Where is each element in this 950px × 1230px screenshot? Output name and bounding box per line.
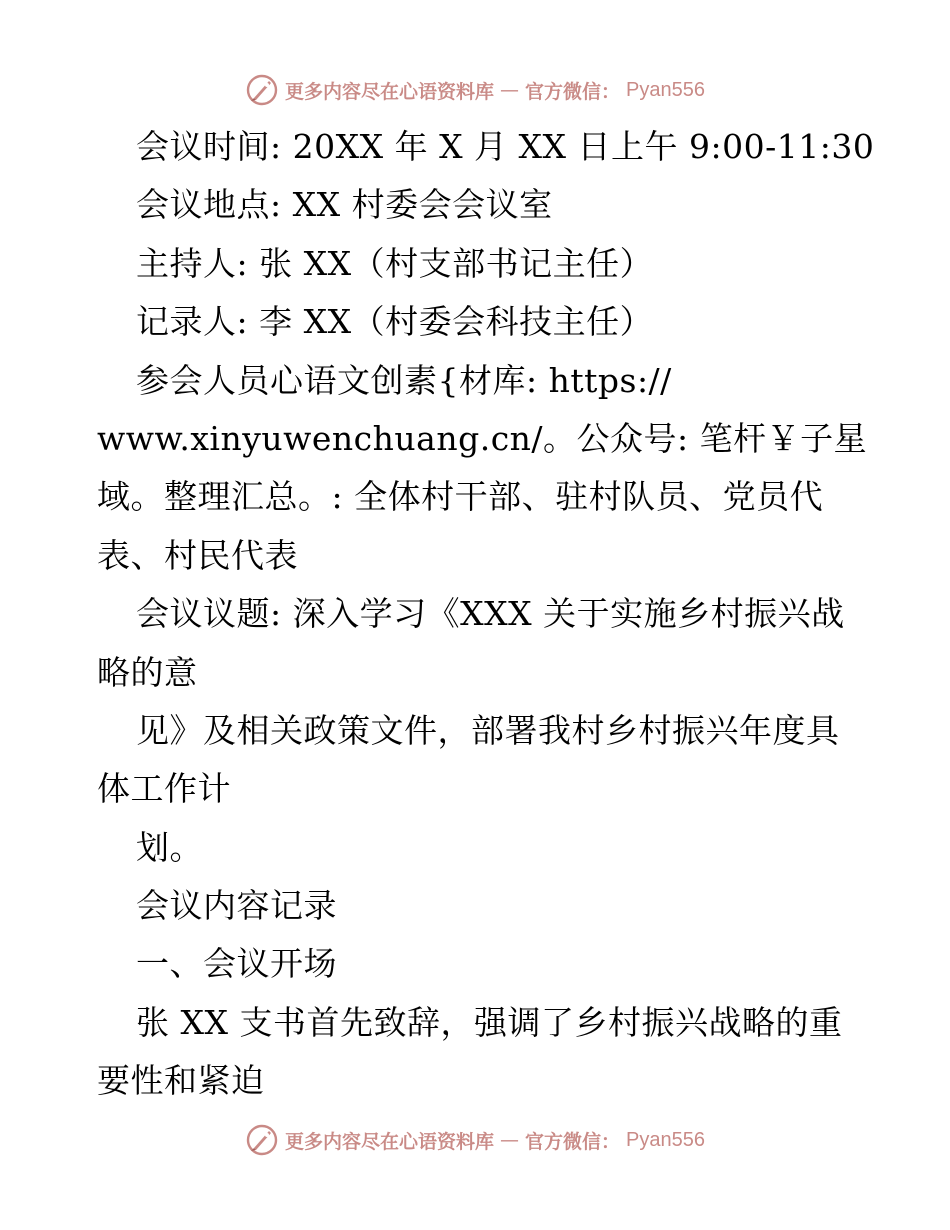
watermark-site-text: 更多内容尽在心语资料库: [285, 1130, 495, 1153]
footer-watermark: [0, 1122, 950, 1158]
watermark-wechat-label: 官方微信：: [525, 1130, 621, 1153]
quill-logo-icon: [245, 1123, 279, 1157]
attendees-line-3: 域。整理汇总。: 全体村干部、驻村队员、党员代: [97, 477, 824, 517]
watermark-separator: —: [500, 79, 520, 101]
quill-logo-icon: [245, 73, 279, 107]
opening-paragraph-line-2: 要性和紧迫: [97, 1061, 265, 1101]
header-watermark: [0, 72, 950, 108]
attendees-line-1: 参会人员心语文创素{材库: https://: [136, 360, 672, 400]
watermark-wechat-account: Pyan556: [626, 1128, 705, 1151]
topic-line-5: 划。: [136, 827, 203, 867]
topic-line-3: 见》及相关政策文件，部署我村乡村振兴年度具: [136, 710, 840, 750]
watermark-separator: —: [500, 1129, 520, 1151]
recorder-line: 记录人: 李 XX（村委会科技主任）: [136, 302, 654, 342]
host-line: 主持人: 张 XX（村支部书记主任）: [136, 243, 654, 283]
watermark-wechat-label: 官方微信：: [525, 80, 621, 103]
topic-line-2: 略的意: [97, 652, 198, 692]
meeting-time-line: 会议时间: 20XX 年 X 月 XX 日上午 9:00-11:30: [136, 127, 875, 166]
meeting-location-line: 会议地点: XX 村委会会议室: [136, 185, 553, 225]
watermark-group: [245, 73, 705, 107]
attendees-line-4: 表、村民代表: [97, 535, 298, 575]
attendees-line-2: www.xinyuwenchuang.cn/。公众号: 笔杆￥子星: [97, 418, 868, 458]
document-body: [97, 118, 875, 1111]
topic-line-4: 体工作计: [97, 769, 231, 809]
topic-line-1: 会议议题: 深入学习《XXX 关于实施乡村振兴战: [136, 594, 845, 634]
section-heading-opening: 一、会议开场: [136, 944, 337, 984]
watermark-site-text: 更多内容尽在心语资料库: [285, 80, 495, 103]
watermark-wechat-account: Pyan556: [626, 78, 705, 101]
watermark-group: [245, 1123, 705, 1157]
section-heading-record: 会议内容记录: [136, 886, 337, 926]
opening-paragraph-line-1: 张 XX 支书首先致辞，强调了乡村振兴战略的重: [136, 1002, 843, 1042]
